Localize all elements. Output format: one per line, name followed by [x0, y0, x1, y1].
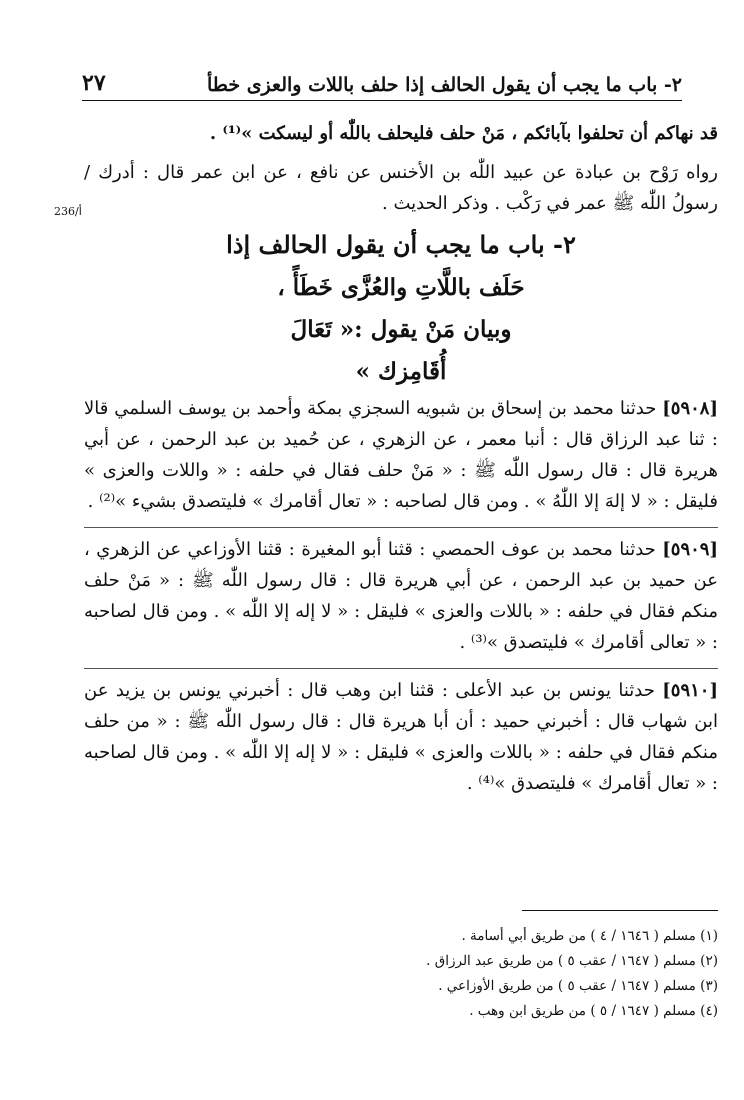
- section-heading-line-4: أُقَامِزك »: [355, 358, 447, 385]
- hadith-5908: [84, 393, 718, 517]
- intro-line-1: قد نهاكم أن تحلفوا بآبائكم ، مَنْ حلف فليحلف باللّٰه أو ليسكت »⁽¹⁾ .: [209, 123, 718, 144]
- hadith-5909: [84, 534, 718, 658]
- hadith-text: حدثنا محمد بن إسحاق بن شبويه السجزي بمكة وأحمد بن يوسف السلمي قالا : ثنا عبد الرزاق قال : أنبا معمر ، عن الزهري ، عن حُميد بن عبد الرحمن ، عن أبي هريرة قال : قال رسول اللّٰه ﷺ : « مَنْ حلف فقال في حلفه : « واللات والعزى » فليقل : « لا إلهَ إلا اللّٰهُ » . ومن قال لصاحبه : « تعال أقامرك » فليتصدق بشيء »⁽²⁾ .: [84, 398, 718, 512]
- section-heading-line-1: ٢- باب ما يجب أن يقول الحالف إذا: [226, 230, 576, 259]
- margin-folio-note: 236/أ: [54, 205, 82, 218]
- hadith-number: [٥٩١٠]: [662, 680, 718, 701]
- hadith-text: حدثنا يونس بن عبد الأعلى : قثنا ابن وهب قال : أخبرني يونس بن يزيد عن ابن شهاب قال : أخبرني حميد : أن أبا هريرة قال : قال رسول اللّٰه ﷺ : « من حلف منكم فقال في حلفه : « باللات والعزى » فليقل : « لا إله إلا اللّٰه » . ومن قال لصاحبه : « تعال أقامرك » فليتصدق »⁽⁴⁾ .: [84, 680, 718, 794]
- footnotes: [298, 924, 718, 1024]
- section-heading: [84, 223, 718, 393]
- running-header: [82, 62, 682, 96]
- footnote-rule: [522, 910, 718, 911]
- section-heading-line-2: حَلَف باللَّاتِ والعُزَّى خَطَأً ،: [277, 274, 525, 301]
- intro-line-2: رواه رَوْح بن عبادة عن عبيد اللّٰه بن الأخنس عن نافع ، عن ابن عمر قال : أدرك / رسولُ اللّٰه ﷺ عمر في رَكْب . وذكر الحديث .: [84, 162, 718, 214]
- footnote-4: (٤) مسلم ( ١٦٤٧ / ٥ ) من طريق ابن وهب .: [469, 1003, 718, 1019]
- footnote-1: (١) مسلم ( ١٦٤٦ / ٤ ) من طريق أبي أسامة .: [461, 928, 718, 944]
- footnote-3: (٣) مسلم ( ١٦٤٧ / عقب ٥ ) من طريق الأوزاعي .: [438, 978, 718, 994]
- page-number: ٢٧: [82, 70, 106, 96]
- hadith-5910: [84, 675, 718, 799]
- section-heading-line-3: وبيان مَنْ يقول :« تَعَالَ: [290, 316, 512, 343]
- separator: [84, 668, 718, 669]
- running-header-title: ٢- باب ما يجب أن يقول الحالف إذا حلف باللات والعزى خطأ: [206, 74, 682, 96]
- hadith-number: [٥٩٠٩]: [662, 539, 718, 560]
- hadith-text: حدثنا محمد بن عوف الحمصي : قثنا أبو المغيرة : قثنا الأوزاعي عن الزهري ، عن حميد بن عبد الرحمن ، عن أبي هريرة قال : قال رسول اللّٰه ﷺ : « مَنْ حلف منكم فقال في حلفه : « باللات والعزى » فليقل : « لا إله إلا اللّٰه » . ومن قال لصاحبه : « تعالى أقامرك » فليتصدق »⁽³⁾ .: [84, 539, 718, 653]
- separator: [84, 527, 718, 528]
- main-text: [84, 118, 718, 799]
- hadith-number: [٥٩٠٨]: [662, 398, 718, 419]
- footnote-2: (٢) مسلم ( ١٦٤٧ / عقب ٥ ) من طريق عبد الرزاق .: [426, 953, 718, 969]
- header-rule: [82, 100, 682, 101]
